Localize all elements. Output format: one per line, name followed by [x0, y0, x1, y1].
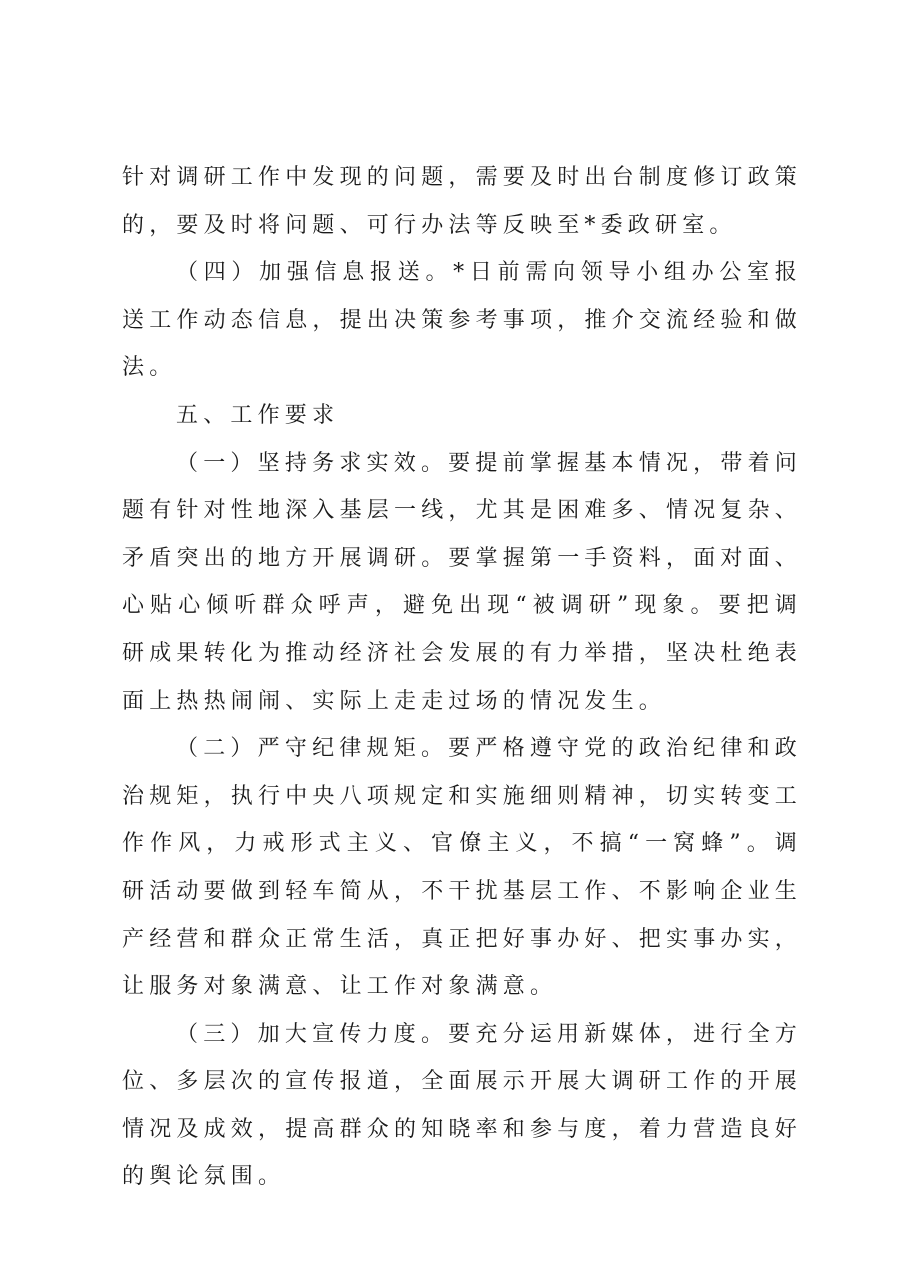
paragraph-item-1-practical-results: （一）坚持务求实效。要提前掌握基本情况，带着问题有针对性地深入基层一线，尤其是困难多、情况复杂、矛盾突出的地方开展调研。要掌握第一手资料，面对面、心贴心倾听群众呼声，避免出现“被调研”现象。要把调研成果转化为推动经济社会发展的有力举措，坚决杜绝表面上热热闹闹、实际上走走过场的情况发生。 [122, 450, 803, 714]
section-heading-work-requirements: 五、工作要求 [176, 402, 340, 428]
paragraph-item-4-info-reporting: （四）加强信息报送。*日前需向领导小组办公室报送工作动态信息，提出决策参考事项，推介交流经验和做法。 [122, 260, 803, 381]
paragraph-item-2-discipline: （二）严守纪律规矩。要严格遵守党的政治纪律和政治规矩，执行中央八项规定和实施细则精神，切实转变工作作风，力戒形式主义、官僚主义，不搞“一窝蜂”。调研活动要做到轻车简从，不干扰基层工作、不影响企业生产经营和群众正常生活，真正把好事办好、把实事办实，让服务对象满意、让工作对象满意。 [122, 736, 803, 1000]
paragraph-item-3-publicity: （三）加大宣传力度。要充分运用新媒体，进行全方位、多层次的宣传报道，全面展示开展大调研工作的开展情况及成效，提高群众的知晓率和参与度，着力营造良好的舆论氛围。 [122, 1021, 803, 1190]
paragraph-continuation: 针对调研工作中发现的问题，需要及时出台制度修订政策的，要及时将问题、可行办法等反映至*委政研室。 [122, 165, 803, 238]
document-body [122, 154, 802, 1201]
